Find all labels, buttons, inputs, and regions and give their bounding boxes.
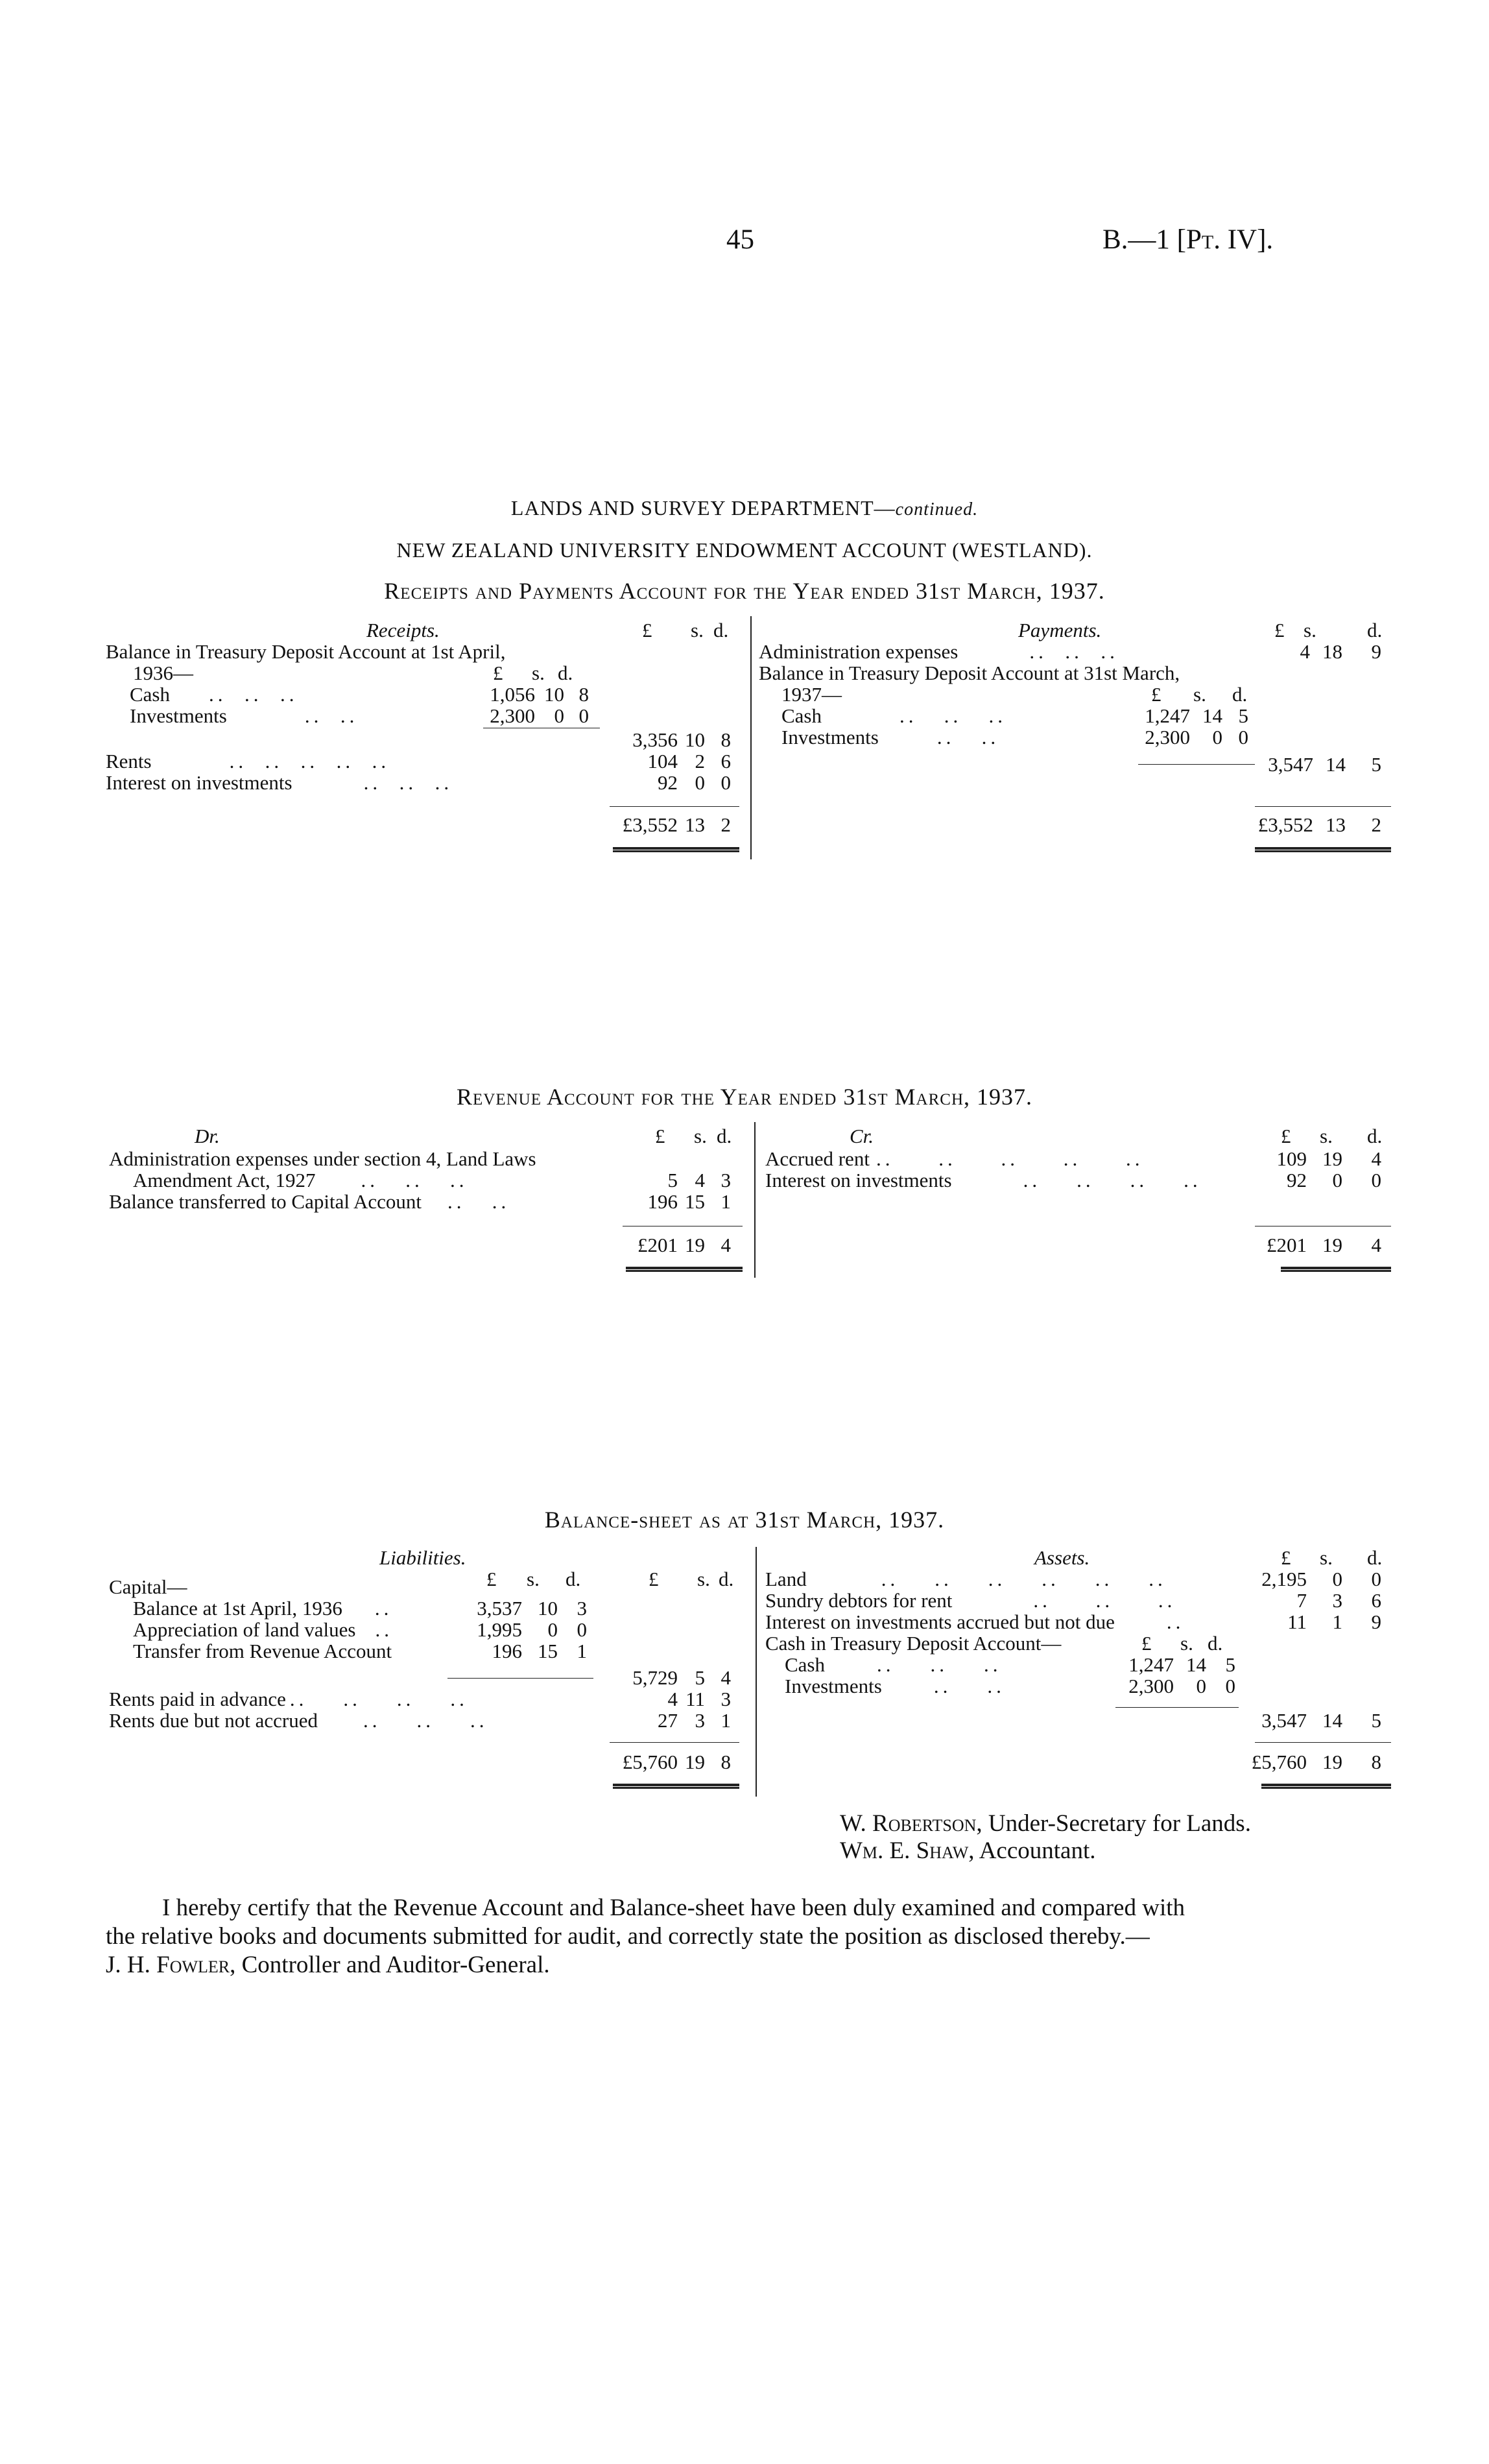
receipt-investments-pounds: 2,300 (490, 704, 535, 727)
receipt-cash-pounds: 1,056 (490, 683, 535, 706)
inner-col-pound: £ (493, 662, 503, 684)
bs-capital-rule (447, 1678, 593, 1679)
receipt-interest-pounds: 92 (658, 771, 678, 794)
rev-admin-pounds: 5 (667, 1169, 678, 1191)
rev-admin-shillings: 4 (695, 1169, 705, 1191)
cr-col-pence: d. (1367, 1125, 1383, 1147)
bs-appreciation-pounds: 1,995 (477, 1618, 522, 1641)
bs-appreciation-shillings: 0 (547, 1618, 558, 1641)
rev-interest-label: Interest on investments .. .. .. .. (765, 1169, 1202, 1191)
bs-advance-pounds: 4 (667, 1688, 678, 1710)
assets-col-pound: £ (1281, 1546, 1291, 1569)
payment-investments-label: Investments .. .. (781, 726, 1000, 748)
bs-liabilities-double-rule (613, 1784, 739, 1789)
bs-int-accrued-label: Interest on investments accrued but not due .. (765, 1610, 1185, 1633)
bs-deposit-total-pounds: 3,547 (1261, 1709, 1307, 1732)
receipt-rents-label: Rents .. .. .. .. .. (106, 750, 390, 772)
certificate-line-2: the relative books and documents submitted for audit, and correctly state the position as disclosed thereby.— (106, 1923, 1150, 1950)
payment-admin-pounds: 4 (1300, 640, 1310, 663)
revenue-title: Revenue Account for the Year ended 31st March, 1937. (456, 1084, 1033, 1110)
bs-advance-pence: 3 (721, 1688, 731, 1710)
payments-total-rule (1255, 806, 1391, 807)
payment-admin-label: Administration expenses .. .. .. (759, 640, 1119, 663)
receipts-double-rule (613, 847, 739, 852)
bs-cash-pounds: 1,247 (1128, 1653, 1174, 1676)
rev-transfer-label: Balance transferred to Capital Account .. .. (109, 1190, 510, 1213)
bs-debtors-pence: 6 (1371, 1589, 1381, 1612)
cr-heading: Cr. (850, 1125, 874, 1147)
rev-accrued-pence: 4 (1371, 1147, 1381, 1170)
rev-col-shillings: s. (694, 1125, 707, 1147)
bs-transfer-pence: 1 (577, 1640, 587, 1662)
department-title: LANDS AND SURVEY DEPARTMENT—continued. (510, 496, 979, 520)
bs-liabilities-total-rule (610, 1742, 739, 1743)
bs-due-pence: 1 (721, 1709, 731, 1732)
cr-col-shillings: s. (1320, 1125, 1333, 1147)
bs-balance-april-pence: 3 (577, 1597, 587, 1620)
bs-transfer-shillings: 15 (538, 1640, 558, 1662)
receipt-rents-pounds: 104 (647, 750, 678, 772)
balance-sheet-title: Balance-sheet as at 31st March, 1937. (544, 1507, 945, 1533)
payment-balance-label: Balance in Treasury Deposit Account at 31st March, (759, 662, 1180, 684)
bs-cash-pence: 5 (1225, 1653, 1235, 1676)
rev-cr-total-pounds: £201 (1267, 1234, 1307, 1256)
capital-label: Capital— (109, 1575, 187, 1598)
account-title: NEW ZEALAND UNIVERSITY ENDOWMENT ACCOUNT (WESTLAND). (396, 538, 1093, 562)
bs-debtors-pounds: 7 (1296, 1589, 1307, 1612)
receipt-interest-label: Interest on investments .. .. .. (106, 771, 453, 794)
payment-admin-pence: 9 (1371, 640, 1381, 663)
assets-heading: Assets. (1034, 1546, 1090, 1569)
bs-liabilities-total-pounds: £5,760 (622, 1751, 678, 1773)
bs-center-divider (756, 1547, 757, 1797)
bs-cash-label: Cash .. .. .. (785, 1653, 1002, 1676)
bs-capital-total-shillings: 5 (695, 1666, 705, 1689)
rev-dr-double-rule (626, 1267, 743, 1272)
payment-subtotal-rule (1138, 764, 1255, 765)
bs-inner-col-shillings: s. (527, 1568, 540, 1590)
payment-investments-pence: 0 (1238, 726, 1248, 748)
payment-cash-shillings: 14 (1202, 704, 1222, 727)
bs-assets-total-pence: 8 (1371, 1751, 1381, 1773)
rev-transfer-pence: 1 (721, 1190, 731, 1213)
rev-interest-pounds: 92 (1287, 1169, 1307, 1191)
payment-cash-label: Cash .. .. .. (781, 704, 1007, 727)
rev-admin-label: Administration expenses under section 4, Land Laws (109, 1147, 536, 1170)
receipts-total-pounds: £3,552 (622, 813, 678, 836)
payment-cash-pence: 5 (1238, 704, 1248, 727)
bs-int-accrued-shillings: 1 (1332, 1610, 1342, 1633)
receipt-subtotal-shillings: 10 (685, 728, 705, 751)
bs-investments-pounds: 2,300 (1128, 1675, 1174, 1697)
receipts-payments-title: Receipts and Payments Account for the Year ended 31st March, 1937. (384, 578, 1105, 604)
bs-col-pence: d. (719, 1568, 734, 1590)
bs-transfer-label: Transfer from Revenue Account (133, 1640, 392, 1662)
assets-col-pence: d. (1367, 1546, 1383, 1569)
rev-interest-pence: 0 (1371, 1169, 1381, 1191)
col-pence: d. (713, 619, 729, 641)
bs-cash-deposit-label: Cash in Treasury Deposit Account— (765, 1632, 1062, 1655)
payments-total-shillings: 13 (1326, 813, 1346, 836)
rev-admin-act: Amendment Act, 1927 .. .. .. (133, 1169, 468, 1191)
signature-robertson: W. Robertson, Under-Secretary for Lands. (840, 1810, 1251, 1837)
payments-double-rule (1255, 847, 1391, 852)
bs-land-shillings: 0 (1332, 1568, 1342, 1590)
signature-shaw: Wm. E. Shaw, Accountant. (840, 1837, 1096, 1864)
rev-transfer-pounds: 196 (647, 1190, 678, 1213)
rev-cr-total-shillings: 19 (1322, 1234, 1342, 1256)
receipt-cash-shillings: 10 (544, 683, 564, 706)
inner-col-pence: d. (558, 662, 573, 684)
bs-assets-double-rule (1261, 1784, 1391, 1789)
bs-appreciation-pence: 0 (577, 1618, 587, 1641)
bs-capital-total-pence: 4 (721, 1666, 731, 1689)
payments-total-pence: 2 (1371, 813, 1381, 836)
payments-total-pounds: £3,552 (1257, 813, 1313, 836)
document-reference: B.—1 [Pt. IV]. (1102, 224, 1274, 255)
bs-inner-col-pound: £ (486, 1568, 497, 1590)
receipt-interest-pence: 0 (721, 771, 731, 794)
receipt-investments-label: Investments .. .. (130, 704, 359, 727)
bs-deposit-rule (1115, 1707, 1239, 1708)
payment-subtotal-pence: 5 (1371, 753, 1381, 776)
rev-accrued-label: Accrued rent .. .. .. .. .. (765, 1147, 1144, 1170)
bs-asset-inner-shillings: s. (1180, 1632, 1193, 1655)
rev-center-divider (754, 1122, 756, 1278)
rev-col-pound: £ (655, 1125, 665, 1147)
bs-due-shillings: 3 (695, 1709, 705, 1732)
bs-balance-april-pounds: 3,537 (477, 1597, 522, 1620)
bs-advance-shillings: 11 (685, 1688, 705, 1710)
bs-due-pounds: 27 (658, 1709, 678, 1732)
receipt-rents-shillings: 2 (695, 750, 705, 772)
bs-assets-total-shillings: 19 (1322, 1751, 1342, 1773)
bs-transfer-pounds: 196 (492, 1640, 522, 1662)
col-shillings: s. (691, 619, 704, 641)
bs-cash-shillings: 14 (1186, 1653, 1206, 1676)
bs-assets-total-rule (1255, 1742, 1391, 1743)
bs-int-accrued-pence: 9 (1371, 1610, 1381, 1633)
pay-col-shillings: s. (1304, 619, 1316, 641)
bs-asset-inner-pound: £ (1141, 1632, 1152, 1655)
rev-transfer-shillings: 15 (685, 1190, 705, 1213)
receipts-heading: Receipts. (366, 619, 440, 641)
payment-cash-pounds: 1,247 (1145, 704, 1190, 727)
cr-col-pound: £ (1281, 1125, 1291, 1147)
receipt-subtotal-pence: 8 (721, 728, 731, 751)
bs-liabilities-total-pence: 8 (721, 1751, 731, 1773)
bs-col-shillings: s. (697, 1568, 710, 1590)
receipts-total-rule (610, 806, 739, 807)
rev-col-pence: d. (717, 1125, 732, 1147)
bs-advance-label: Rents paid in advance .. .. .. .. (109, 1688, 468, 1710)
bs-deposit-total-shillings: 14 (1322, 1709, 1342, 1732)
pay-col-pence: d. (1367, 619, 1383, 641)
rev-interest-shillings: 0 (1332, 1169, 1342, 1191)
bs-investments-label: Investments .. .. (785, 1675, 1005, 1697)
bs-debtors-shillings: 3 (1332, 1589, 1342, 1612)
bs-assets-total-pounds: £5,760 (1251, 1751, 1307, 1773)
payment-investments-pounds: 2,300 (1145, 726, 1190, 748)
rev-dr-total-pence: 4 (721, 1234, 731, 1256)
bs-capital-total-pounds: 5,729 (632, 1666, 678, 1689)
bs-appreciation-label: Appreciation of land values .. (133, 1618, 393, 1641)
inner-col-shillings: s. (532, 662, 545, 684)
receipt-interest-shillings: 0 (695, 771, 705, 794)
certificate-line-1: I hereby certify that the Revenue Account and Balance-sheet have been duly examined and compared with (162, 1895, 1185, 1921)
bs-inner-col-pence: d. (566, 1568, 581, 1590)
payment-balance-year: 1937— (781, 683, 842, 706)
rev-accrued-shillings: 19 (1322, 1147, 1342, 1170)
payment-subtotal-pounds: 3,547 (1268, 753, 1313, 776)
bs-investments-shillings: 0 (1196, 1675, 1206, 1697)
receipt-subtotal-pounds: 3,356 (632, 728, 678, 751)
bs-balance-april-label: Balance at 1st April, 1936 .. (133, 1597, 393, 1620)
receipt-balance-year: 1936— (133, 662, 193, 684)
bs-balance-april-shillings: 10 (538, 1597, 558, 1620)
pay-inner-col-pound: £ (1151, 683, 1161, 706)
receipts-total-shillings: 13 (685, 813, 705, 836)
rev-dr-total-pounds: £201 (637, 1234, 678, 1256)
rp-center-divider (750, 616, 752, 859)
bs-land-pounds: 2,195 (1261, 1568, 1307, 1590)
pay-col-pound: £ (1274, 619, 1285, 641)
pay-inner-col-shillings: s. (1193, 683, 1206, 706)
rev-cr-total-pence: 4 (1371, 1234, 1381, 1256)
bs-due-label: Rents due but not accrued .. .. .. (109, 1709, 488, 1732)
bs-deposit-total-pence: 5 (1371, 1709, 1381, 1732)
certificate-signature: J. H. Fowler, Controller and Auditor-General. (106, 1952, 550, 1978)
dr-heading: Dr. (195, 1125, 220, 1147)
receipt-investments-shillings: 0 (554, 704, 564, 727)
pay-inner-col-pence: d. (1232, 683, 1248, 706)
assets-col-shillings: s. (1320, 1546, 1333, 1569)
page-number: 45 (726, 224, 754, 255)
receipt-cash-label: Cash .. .. .. (130, 683, 298, 706)
payment-subtotal-shillings: 14 (1326, 753, 1346, 776)
bs-asset-inner-pence: d. (1208, 1632, 1223, 1655)
bs-investments-pence: 0 (1225, 1675, 1235, 1697)
receipts-total-pence: 2 (721, 813, 731, 836)
receipt-investments-pence: 0 (578, 704, 589, 727)
receipt-balance-label: Balance in Treasury Deposit Account at 1st April, (106, 640, 506, 663)
rev-cr-double-rule (1281, 1267, 1391, 1272)
rev-dr-total-shillings: 19 (685, 1234, 705, 1256)
col-pound: £ (642, 619, 652, 641)
payment-investments-shillings: 0 (1212, 726, 1222, 748)
bs-int-accrued-pounds: 11 (1287, 1610, 1307, 1633)
payment-admin-shillings: 18 (1322, 640, 1342, 663)
bs-land-label: Land .. .. .. .. .. .. (765, 1568, 1167, 1590)
bs-debtors-label: Sundry debtors for rent .. .. .. (765, 1589, 1176, 1612)
liabilities-heading: Liabilities. (379, 1546, 466, 1569)
rev-admin-pence: 3 (721, 1169, 731, 1191)
bs-liabilities-total-shillings: 19 (685, 1751, 705, 1773)
rev-accrued-pounds: 109 (1276, 1147, 1307, 1170)
payments-heading: Payments. (1018, 619, 1102, 641)
receipt-rents-pence: 6 (721, 750, 731, 772)
bs-land-pence: 0 (1371, 1568, 1381, 1590)
receipt-cash-pence: 8 (578, 683, 589, 706)
bs-col-pound: £ (649, 1568, 659, 1590)
